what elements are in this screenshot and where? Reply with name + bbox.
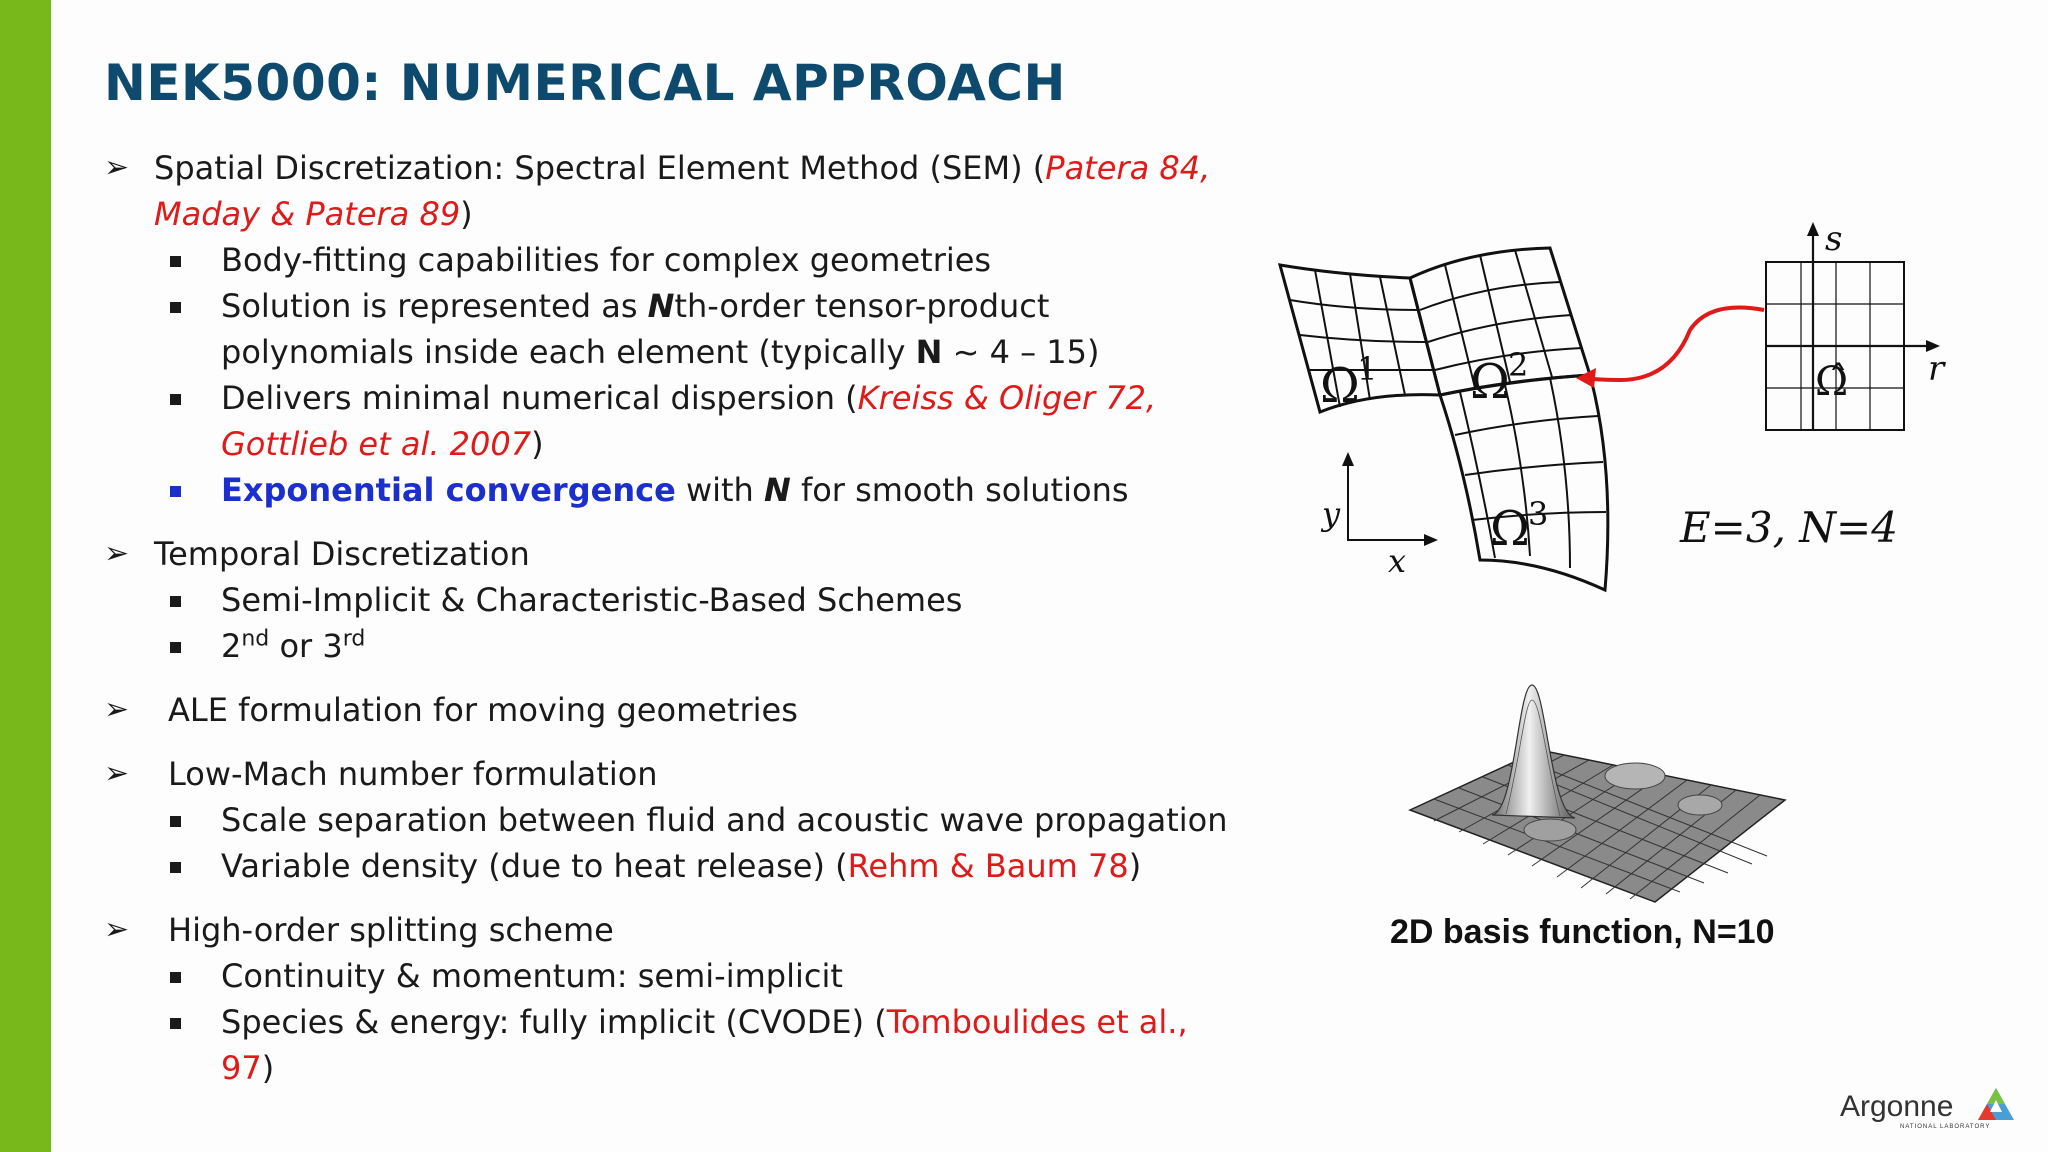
square-bullet-icon xyxy=(170,972,181,983)
element-params: E=3, N=4 xyxy=(1680,503,1898,552)
s-axis-label: s xyxy=(1825,220,1843,259)
reference-element-label: Ω̂ xyxy=(1815,359,1849,405)
square-bullet-icon xyxy=(170,394,181,405)
bullet-low-mach: ➢ Low-Mach number formulation xyxy=(104,751,1244,797)
y-axis-label: y xyxy=(1322,495,1341,533)
square-bullet-icon xyxy=(170,1018,181,1029)
reference: Patera 84, xyxy=(1045,149,1211,187)
sub-bullet: 2nd or 3rd xyxy=(104,623,1244,669)
slide-title: NEK5000: NUMERICAL APPROACH xyxy=(104,54,1066,112)
s-axis-arrow-icon xyxy=(1807,222,1819,236)
square-bullet-icon xyxy=(170,862,181,873)
logo-wordmark: Argonne xyxy=(1840,1090,1954,1123)
sub-bullet: Variable density (due to heat release) (Rehm & Baum 78) xyxy=(104,843,1244,889)
logo-subtitle: NATIONAL LABORATORY xyxy=(1900,1124,1991,1130)
sub-bullet: Solution is represented as Nth-order tensor-product polynomials inside each element (typically N ~ 4 – 15) xyxy=(104,283,1244,375)
sub-bullet: Scale separation between fluid and acoustic wave propagation xyxy=(104,797,1244,843)
basis-function-surface-figure xyxy=(1400,680,1800,915)
arrow-bullet-icon: ➢ xyxy=(104,692,130,727)
x-axis-arrow-icon xyxy=(1424,534,1438,546)
bullet-spatial: ➢ Spatial Discretization: Spectral Element Method (SEM) (Patera 84, Maday & Patera 89) xyxy=(104,145,1244,237)
arrow-bullet-icon: ➢ xyxy=(104,150,130,185)
reference: Rehm & Baum 78 xyxy=(847,847,1129,885)
y-axis-arrow-icon xyxy=(1342,452,1354,466)
square-bullet-icon xyxy=(170,816,181,827)
sub-bullet: Semi-Implicit & Characteristic-Based Schemes xyxy=(104,577,1244,623)
accent-bar xyxy=(0,0,51,1152)
omega-2-label: Ω xyxy=(1470,354,1510,410)
omega-1-sup: 1 xyxy=(1357,350,1378,388)
reference: Tomboulides et al., 97 xyxy=(221,1003,1188,1087)
reference: Kreiss & Oliger 72, xyxy=(857,379,1157,417)
argonne-triangle-icon xyxy=(1978,1088,2014,1122)
square-bullet-icon xyxy=(170,596,181,607)
omega-1-label: Ω xyxy=(1320,358,1360,414)
mapping-arrow-icon xyxy=(1582,308,1764,381)
spectral-element-mesh-figure xyxy=(1260,220,1980,610)
square-bullet-icon xyxy=(170,302,181,313)
r-axis-label: r xyxy=(1928,349,1945,389)
argonne-logo xyxy=(1840,1086,2020,1136)
omega-2-sup: 2 xyxy=(1508,346,1529,384)
reference: Maday & Patera 89 xyxy=(154,195,461,233)
square-bullet-icon xyxy=(170,486,181,497)
square-bullet-icon xyxy=(170,256,181,267)
arrow-bullet-icon: ➢ xyxy=(104,536,130,571)
sub-bullet: Exponential convergence with N for smooth solutions xyxy=(104,467,1244,513)
arrow-bullet-icon: ➢ xyxy=(104,912,130,947)
bullet-ale: ➢ ALE formulation for moving geometries xyxy=(104,687,1244,733)
sub-bullet: Body-fitting capabilities for complex geometries xyxy=(104,237,1244,283)
sub-bullet: Continuity & momentum: semi-implicit xyxy=(104,953,1244,999)
surface-plane xyxy=(1410,750,1785,902)
x-axis-label: x xyxy=(1388,542,1407,580)
arrow-bullet-icon: ➢ xyxy=(104,756,130,791)
bullet-splitting: ➢ High-order splitting scheme xyxy=(104,907,1244,953)
sub-bullet: Delivers minimal numerical dispersion (Kreiss & Oliger 72, Gottlieb et al. 2007) xyxy=(104,375,1244,467)
bullet-temporal: ➢ Temporal Discretization xyxy=(104,531,1244,577)
sub-bullet: Species & energy: fully implicit (CVODE) (Tomboulides et al., 97) xyxy=(104,999,1244,1091)
omega-3-sup: 3 xyxy=(1528,495,1549,533)
square-bullet-icon xyxy=(170,642,181,653)
bullet-list xyxy=(104,145,1244,1091)
omega-3-label: Ω xyxy=(1490,501,1530,557)
reference: Gottlieb et al. 2007 xyxy=(221,425,532,463)
figure-caption: 2D basis function, N=10 xyxy=(1390,913,1775,951)
